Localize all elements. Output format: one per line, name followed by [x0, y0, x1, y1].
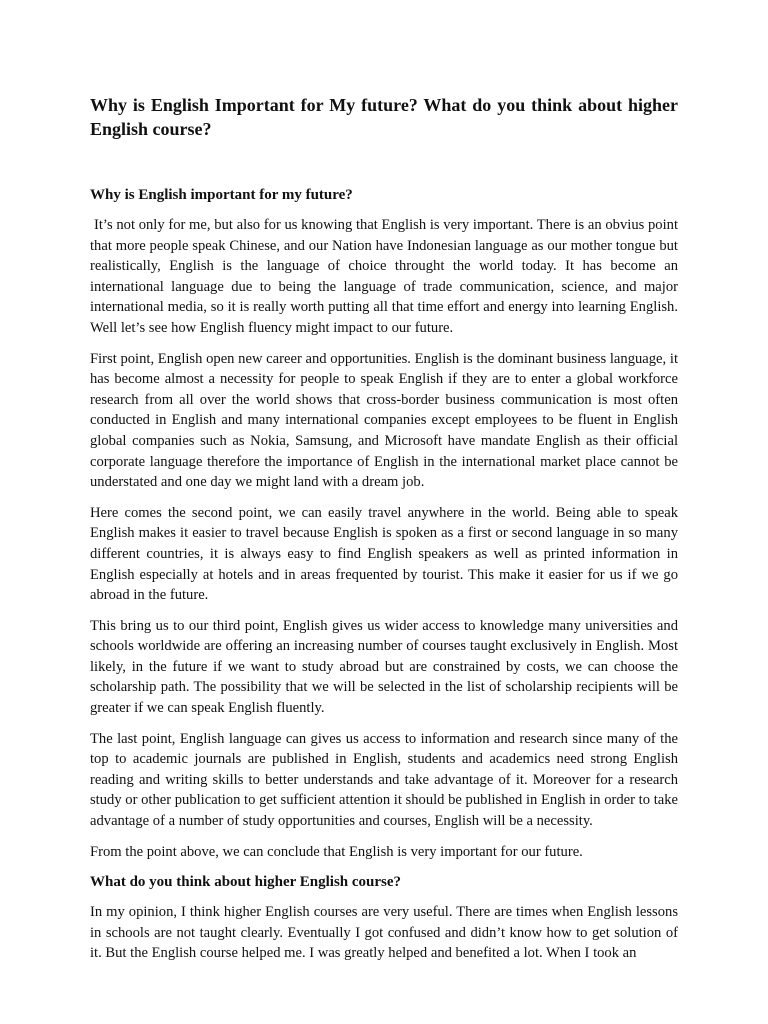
- section-heading-why-english: Why is English important for my future?: [90, 187, 353, 203]
- paragraph-intro: It’s not only for me, but also for us knowing that English is very important. There is an obvius point that more people speak Chinese, and our Nation have Indonesian language as our mother tongue but realistically, English is the language of choice throught the world today. It has become an international language due to being the language of trade communication, science, and major international media, so it is really worth putting all that time effort and energy into learning English. Well let’s see how English fluency might impact to our future.: [90, 217, 678, 336]
- paragraph-opinion: In my opinion, I think higher English courses are very useful. There are times when English lessons in schools are not taught clearly. Eventually I got confused and didn’t know how to get solution of it. But the English course helped me. I was greatly helped and benefited a lot. When I took an: [90, 904, 678, 962]
- section-heading-higher-course: What do you think about higher English course?: [90, 874, 402, 891]
- paragraph-third-point: This bring us to our third point, English gives us wider access to knowledge many universities and schools worldwide are offering an increasing number of courses taught exclusively in English. Most likely, in the future if we want to study abroad but are constrained by costs, we can choose the scholarship path. The possibility that we will be selected in the list of scholarship recipients will be greater if we can speak English fluently.: [90, 617, 678, 717]
- paragraph-first-point: First point, English open new career and opportunities. English is the dominant business language, it has become almost a necessity for people to speak English if they are to enter a global workforce research from all over the world shows that cross-border business communication is most often conducted in English and many international companies except employees to be fluent in English global companies such as Nokia, Samsung, and Microsoft have mandate English as their official corporate language therefore the importance of English in the international market place cannot be understated and one day we might land with a dream job.: [90, 350, 678, 491]
- paragraph-conclusion: From the point above, we can conclude that English is very important for our future.: [90, 843, 583, 860]
- paragraph-second-point: Here comes the second point, we can easily travel anywhere in the world. Being able to speak English makes it easier to travel because English is spoken as a first or second language in so many different countries, it is always easy to find English speakers as well as printed information in English especially at hotels and in areas frequented by tourist. This make it easier for us if we go abroad in the future.: [90, 504, 678, 604]
- paragraph-last-point: The last point, English language can gives us access to information and research since many of the top to academic journals are published in English, students and academics need strong English reading and writing skills to better understands and take advantage of it. Moreover for a research study or other publication to get sufficient attention it should be published in English in order to take advantage of a number of study opportunities and courses, English will be a necessity.: [90, 730, 678, 830]
- document-title: Why is English Important for My future? What do you think about higher English course?: [90, 95, 678, 139]
